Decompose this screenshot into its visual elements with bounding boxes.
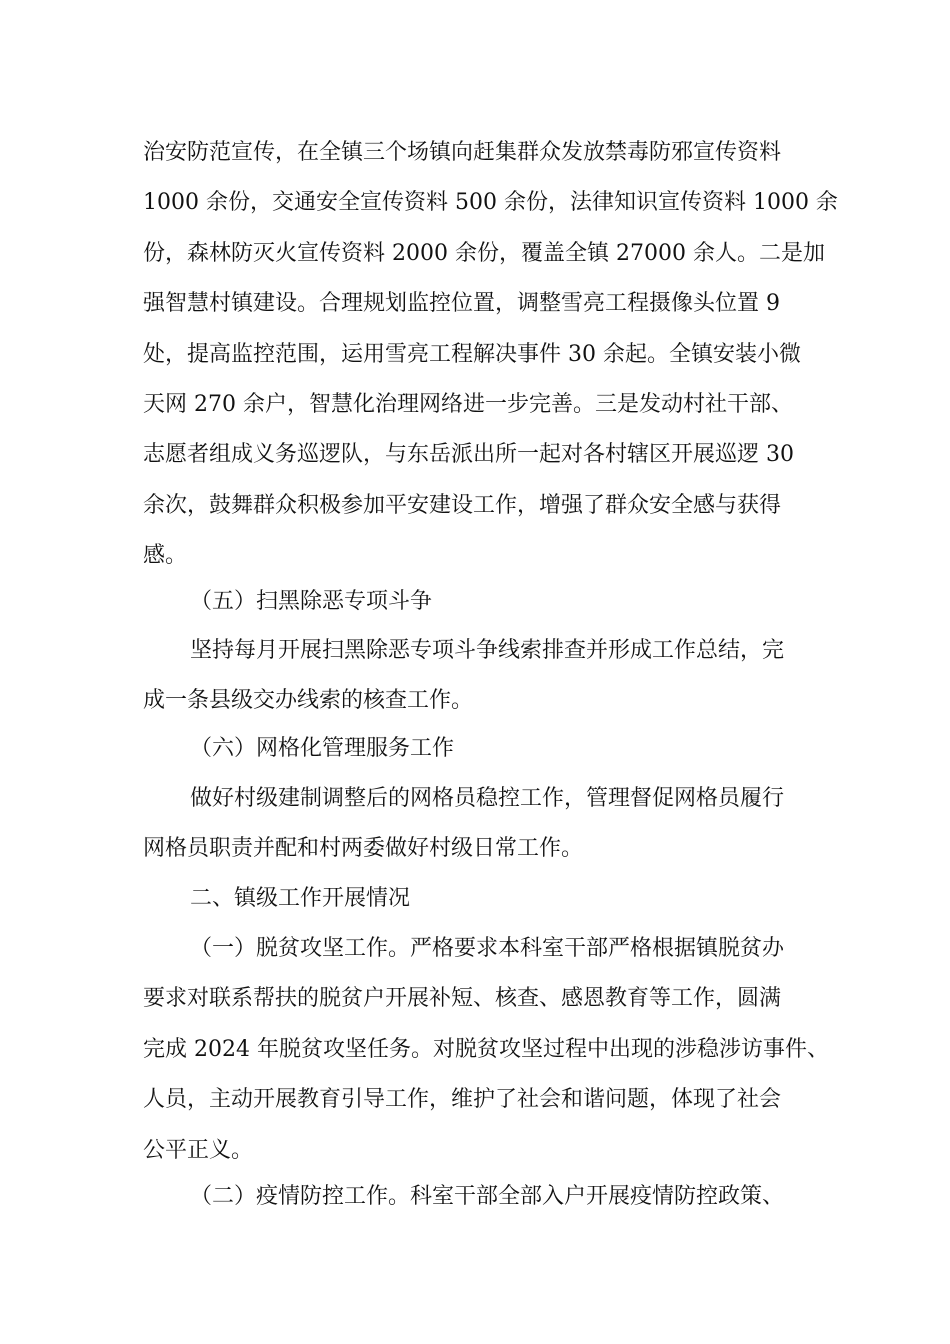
text-line: 做好村级建制调整后的网格员稳控工作，管理督促网格员履行 bbox=[190, 786, 785, 811]
heading-grid-management bbox=[143, 724, 810, 774]
section-heading: （五）扫黑除恶专项斗争 bbox=[190, 589, 433, 614]
text-line: 余次，鼓舞群众积极参加平安建设工作，增强了群众安全感与获得 bbox=[143, 492, 782, 518]
paragraph-grid-management bbox=[143, 774, 810, 875]
text-line: 完成 2024 年脱贫攻坚任务。对脱贫攻坚过程中出现的涉稳涉访事件、 bbox=[143, 1036, 829, 1062]
text-line: （二）疫情防控工作。科室干部全部入户开展疫情防控政策、 bbox=[190, 1184, 785, 1209]
text-line: 成一条县级交办线索的核查工作。 bbox=[143, 688, 474, 714]
heading-anti-crime bbox=[143, 577, 810, 627]
text-line: 份，森林防灭火宣传资料 2000 余份，覆盖全镇 27000 余人。二是加 bbox=[143, 240, 825, 266]
section-heading: 二、镇级工作开展情况 bbox=[190, 886, 411, 911]
text-line: 天网 270 余户，智慧化治理网络进一步完善。三是发动村社干部、 bbox=[143, 391, 793, 417]
text-line: 人员，主动开展教育引导工作，维护了社会和谐问题，体现了社会 bbox=[143, 1087, 782, 1113]
text-line: （一）脱贫攻坚工作。严格要求本科室干部严格根据镇脱贫办 bbox=[190, 936, 785, 961]
text-line: 志愿者组成义务巡逻队，与东岳派出所一起对各村辖区开展巡逻 30 bbox=[143, 442, 794, 468]
heading-town-level-work bbox=[143, 874, 810, 924]
text-line: 强智慧村镇建设。合理规划监控位置，调整雪亮工程摄像头位置 9 bbox=[143, 291, 780, 317]
paragraph-security-publicity bbox=[143, 128, 838, 582]
text-line: 1000 余份，交通安全宣传资料 500 余份，法律知识宣传资料 1000 余 bbox=[143, 190, 838, 216]
section-heading: （六）网格化管理服务工作 bbox=[190, 736, 455, 761]
text-line: 处，提高监控范围，运用雪亮工程解决事件 30 余起。全镇安装小微 bbox=[143, 341, 801, 367]
paragraph-poverty-alleviation bbox=[143, 924, 829, 1176]
paragraph-anti-crime bbox=[143, 626, 810, 727]
paragraph-epidemic-control bbox=[143, 1172, 810, 1222]
text-line: 网格员职责并配和村两委做好村级日常工作。 bbox=[143, 836, 584, 862]
text-line: 坚持每月开展扫黑除恶专项斗争线索排查并形成工作总结，完 bbox=[190, 638, 785, 663]
text-line: 感。 bbox=[143, 543, 188, 569]
text-line: 治安防范宣传，在全镇三个场镇向赶集群众发放禁毒防邪宣传资料 bbox=[143, 140, 782, 165]
text-line: 要求对联系帮扶的脱贫户开展补短、核查、感恩教育等工作，圆满 bbox=[143, 986, 782, 1012]
text-line: 公平正义。 bbox=[143, 1137, 254, 1163]
